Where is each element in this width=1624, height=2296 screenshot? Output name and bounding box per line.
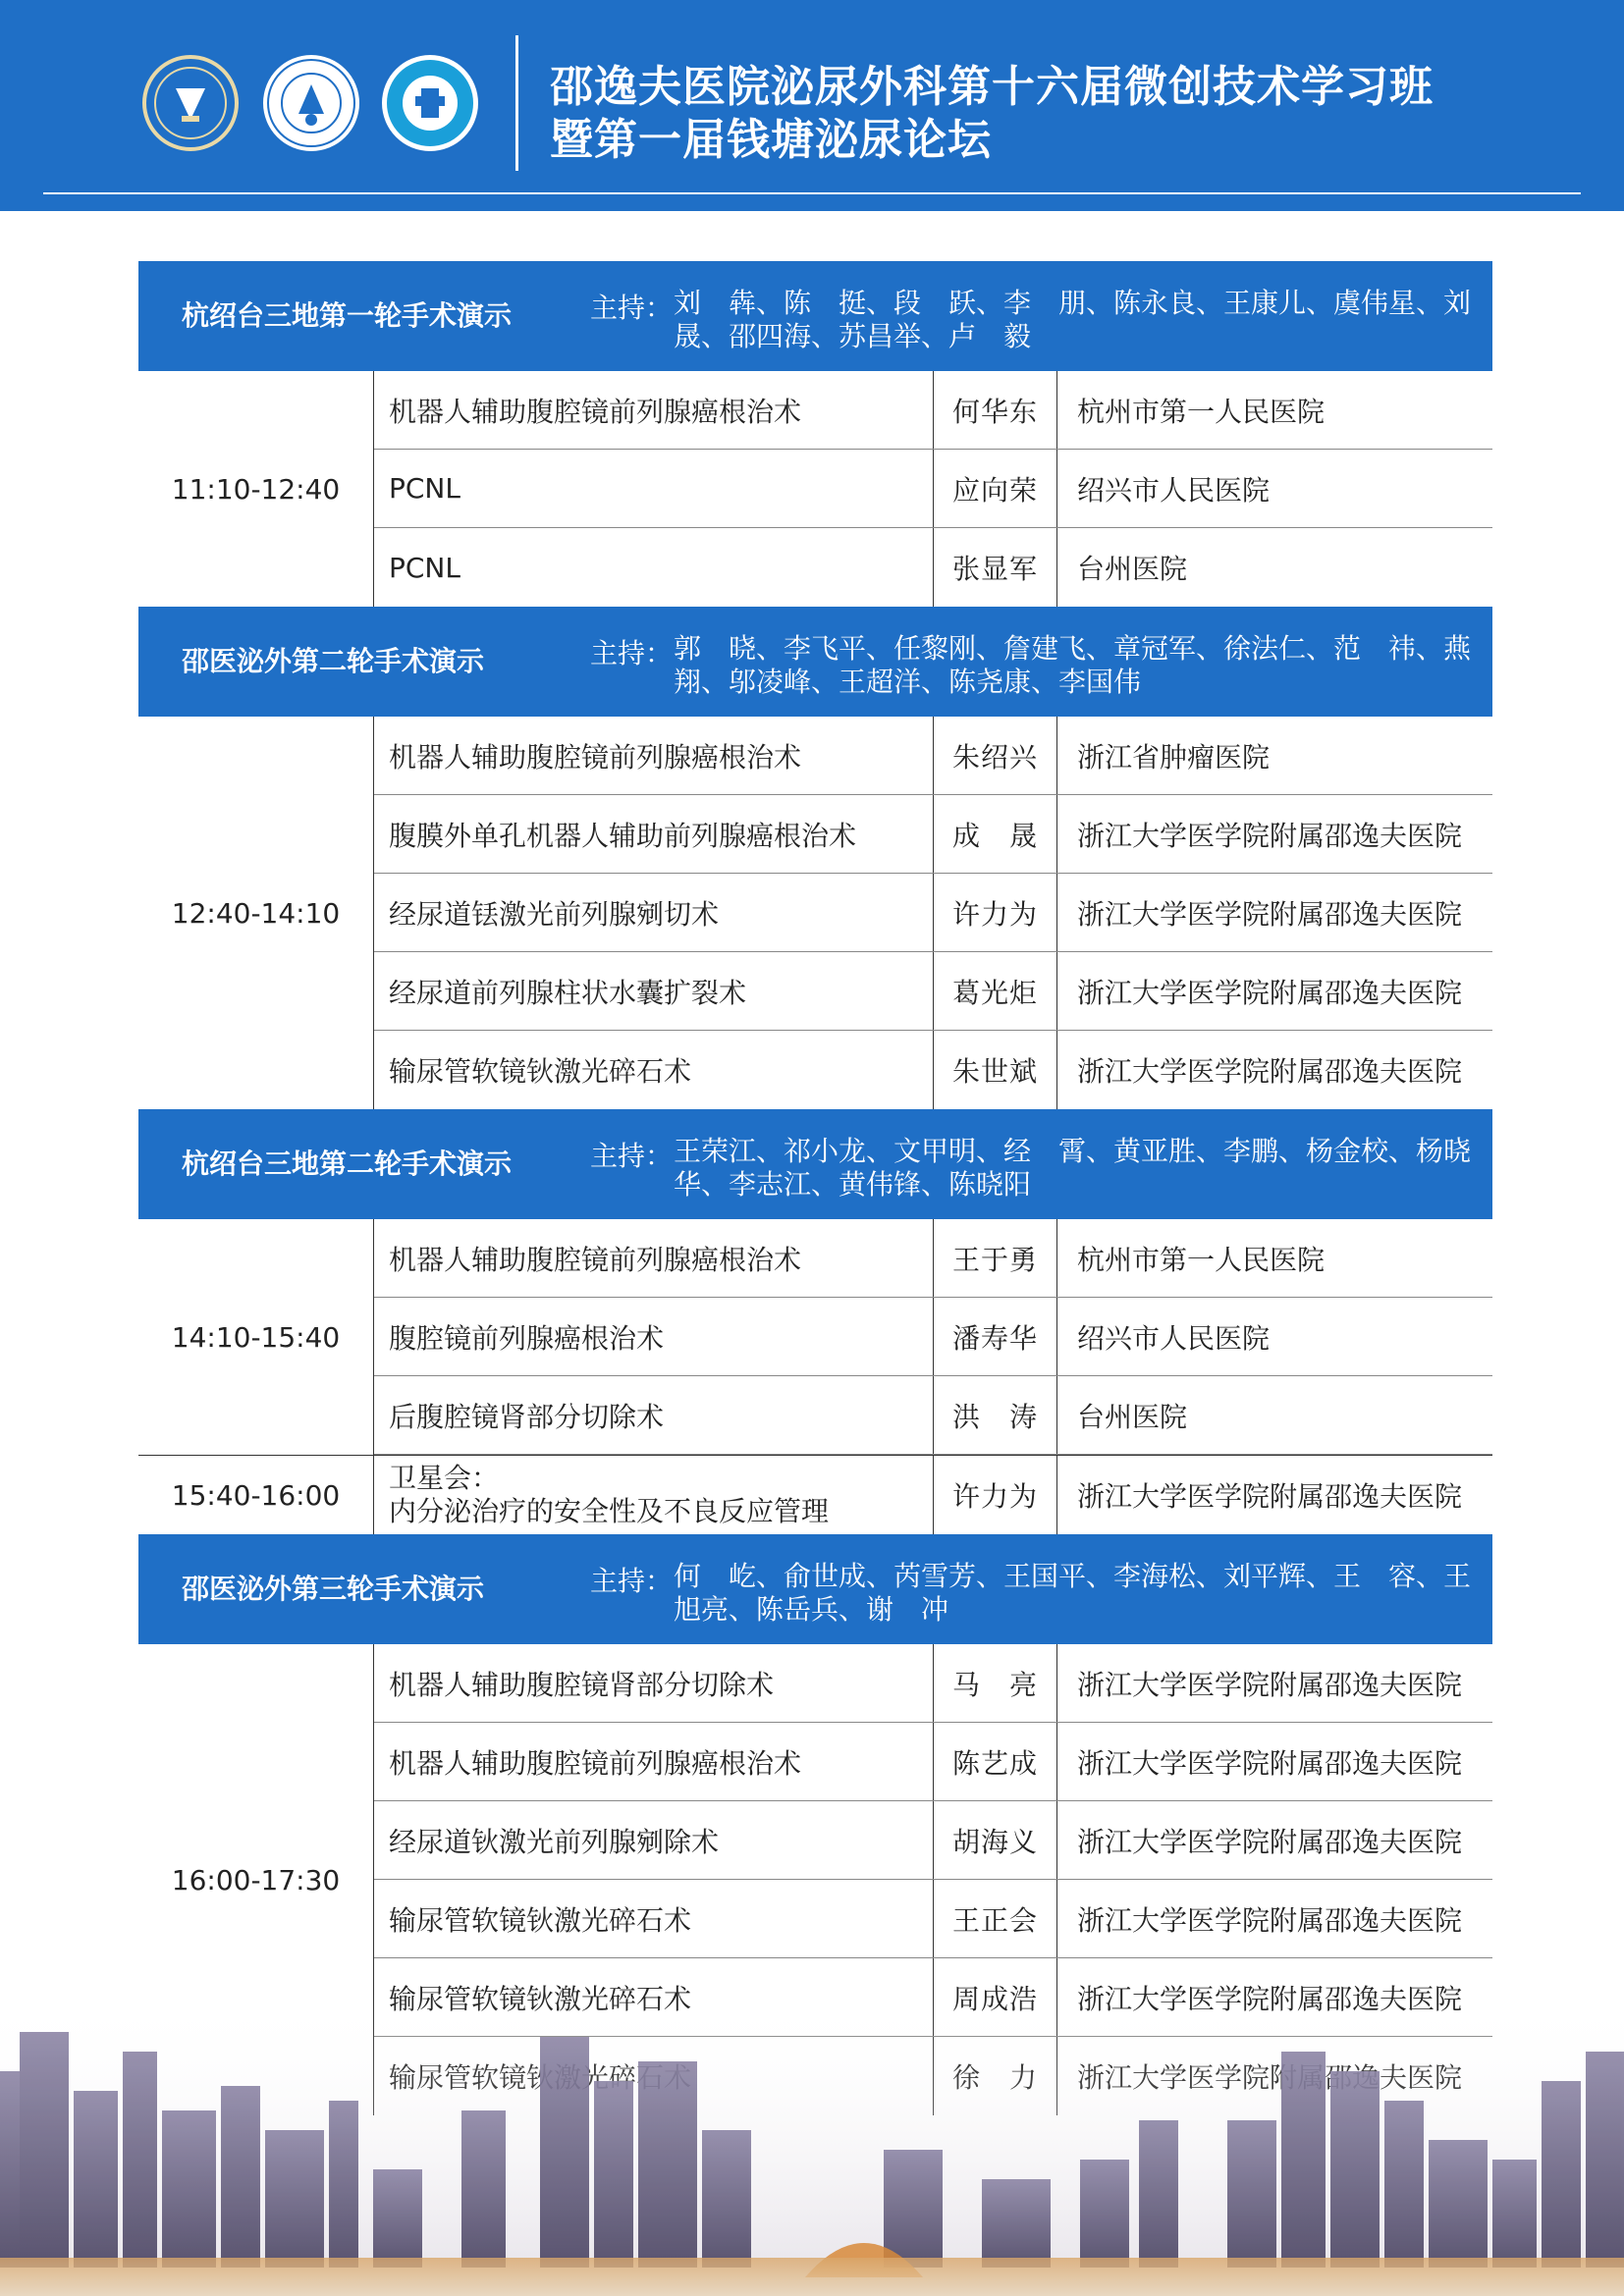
hospital-cell: 台州医院 (1077, 553, 1188, 585)
topic-cell: 腹膜外单孔机器人辅助前列腺癌根治术 (374, 795, 934, 873)
section-title: 邵医泌外第二轮手术演示 (182, 645, 485, 677)
surgeon-cell: 朱世斌 (934, 1031, 1057, 1109)
table-row (374, 1644, 1492, 1723)
section-title: 杭绍台三地第一轮手术演示 (182, 299, 513, 332)
topic-cell: 机器人辅助腹腔镜前列腺癌根治术 (374, 1723, 934, 1800)
table-row (374, 795, 1492, 874)
table-row (374, 1298, 1492, 1376)
hospital-cell: 杭州市第一人民医院 (1077, 395, 1326, 428)
table-row (374, 1801, 1492, 1880)
hospital-cell: 浙江大学医学院附属邵逸夫医院 (1077, 976, 1463, 1009)
topic-cell: 经尿道钬激光前列腺剜除术 (374, 1801, 934, 1879)
hospital-cell: 浙江省肿瘤医院 (1077, 740, 1271, 774)
surgeon-cell: 何华东 (934, 371, 1057, 449)
table-row (374, 952, 1492, 1031)
table-row (374, 1376, 1492, 1455)
schedule-table (138, 261, 1499, 2115)
hospital-cell: 杭州市第一人民医院 (1077, 1243, 1326, 1276)
surgeon-cell: 潘寿华 (934, 1298, 1057, 1375)
topic-cell: PCNL (374, 528, 934, 607)
surgeon-cell: 许力为 (934, 874, 1057, 951)
section-header (138, 1109, 1492, 1219)
surgeon-cell: 许力为 (934, 1456, 1057, 1534)
hospital-cell: 浙江大学医学院附属邵逸夫医院 (1077, 1746, 1463, 1780)
topic-cell: 机器人辅助腹腔镜前列腺癌根治术 (374, 1219, 934, 1297)
hospital-cell: 浙江大学医学院附属邵逸夫医院 (1077, 1480, 1463, 1513)
session-time: 14:10-15:40 (138, 1219, 374, 1455)
host-label: 主持： (590, 292, 674, 324)
topic-cell: 腹腔镜前列腺癌根治术 (374, 1298, 934, 1375)
hospital-cell: 浙江大学医学院附属邵逸夫医院 (1077, 1668, 1463, 1701)
satellite-label: 卫星会： (389, 1462, 500, 1494)
hospital-cell: 浙江大学医学院附属邵逸夫医院 (1077, 819, 1463, 852)
session-group (138, 1219, 1492, 1455)
table-row (374, 528, 1492, 607)
hospital-cell: 台州医院 (1077, 1400, 1188, 1433)
topic-cell: 输尿管软镜钬激光碎石术 (374, 1031, 934, 1109)
hospital-cell: 浙江大学医学院附属邵逸夫医院 (1077, 1055, 1463, 1088)
city-skyline-illustration (0, 1993, 1624, 2296)
section-title: 杭绍台三地第二轮手术演示 (182, 1148, 513, 1180)
surgeon-cell: 张显军 (934, 528, 1057, 607)
header-divider (515, 35, 518, 171)
host-label: 主持： (590, 1140, 674, 1172)
surgeon-cell: 洪 涛 (934, 1376, 1057, 1454)
topic-cell: 输尿管软镜钬激光碎石术 (374, 1880, 934, 1957)
table-row (374, 450, 1492, 528)
hospital-cell: 绍兴市人民医院 (1077, 1321, 1271, 1355)
surgeon-cell: 成 晟 (934, 795, 1057, 873)
hospital-cell: 浙江大学医学院附属邵逸夫医院 (1077, 897, 1463, 931)
hospital-cell: 浙江大学医学院附属邵逸夫医院 (1077, 1825, 1463, 1858)
section-header (138, 261, 1499, 371)
page-subtitle: 暨第一届钱塘泌尿论坛 (550, 115, 992, 165)
surgeon-cell: 葛光炬 (934, 952, 1057, 1030)
surgeon-cell: 马 亮 (934, 1644, 1057, 1722)
session-group (138, 371, 1492, 607)
header-underline (43, 192, 1581, 194)
table-row (374, 1880, 1492, 1958)
topic-cell: 机器人辅助腹腔镜肾部分切除术 (374, 1644, 934, 1722)
table-row (374, 874, 1492, 952)
topic-cell: 后腹腔镜肾部分切除术 (374, 1376, 934, 1454)
session-time: 16:00-17:30 (138, 1644, 374, 2115)
surgeon-cell: 陈艺成 (934, 1723, 1057, 1800)
table-row (374, 1031, 1492, 1109)
hospital-cell: 绍兴市人民医院 (1077, 473, 1271, 507)
table-row (374, 1723, 1492, 1801)
topic-cell: PCNL (374, 450, 934, 527)
surgeon-cell: 王于勇 (934, 1219, 1057, 1297)
topic-cell: 机器人辅助腹腔镜前列腺癌根治术 (374, 371, 934, 449)
surgeon-cell: 应向荣 (934, 450, 1057, 527)
table-row (374, 717, 1492, 795)
section-header (138, 607, 1499, 717)
host-names: 何 屹、俞世成、芮雪芳、王国平、李海松、刘平辉、王 容、王旭亮、陈岳兵、谢 冲 (674, 1560, 1472, 1626)
page-title: 邵逸夫医院泌尿外科第十六届微创技术学习班 (550, 62, 1434, 112)
zju-hospital-logo (142, 55, 239, 151)
anticancer-association-logo (263, 55, 359, 151)
host-names: 郭 晓、李飞平、任黎刚、詹建飞、章冠军、徐法仁、范 祎、燕 翔、邬凌峰、王超洋、陈尧康、李国伟 (674, 632, 1499, 698)
session-time: 15:40-16:00 (138, 1456, 374, 1534)
page-header (0, 0, 1624, 211)
surgeon-cell: 胡海义 (934, 1801, 1057, 1879)
host-names: 刘 犇、陈 挺、段 跃、李 朋、陈永良、王康儿、虞伟星、刘 晟、邵四海、苏昌举、卢 毅 (674, 287, 1499, 352)
satellite-topic: 内分泌治疗的安全性及不良反应管理 (389, 1495, 830, 1527)
topic-cell: 经尿道前列腺柱状水囊扩裂术 (374, 952, 934, 1030)
table-row (374, 1219, 1492, 1298)
session-time: 11:10-12:40 (138, 371, 374, 607)
table-row (374, 1456, 1492, 1534)
surgeon-cell: 王正会 (934, 1880, 1057, 1957)
surgeon-cell: 朱绍兴 (934, 717, 1057, 794)
table-row (374, 371, 1492, 450)
section-header (138, 1534, 1492, 1644)
hospital-cell: 浙江大学医学院附属邵逸夫医院 (1077, 1903, 1463, 1937)
topic-cell: 机器人辅助腹腔镜前列腺癌根治术 (374, 717, 934, 794)
session-group (138, 717, 1492, 1109)
session-time: 12:40-14:10 (138, 717, 374, 1109)
host-label: 主持： (590, 637, 674, 669)
topic-cell: 经尿道铥激光前列腺剜切术 (374, 874, 934, 951)
section-title: 邵医泌外第三轮手术演示 (182, 1573, 485, 1605)
host-names: 王荣江、祁小龙、文甲明、经 霄、黄亚胜、李鹏、杨金校、杨晓华、李志江、黄伟锋、陈晓阳 (674, 1135, 1472, 1201)
satellite-group (138, 1455, 1492, 1534)
medical-association-logo (382, 55, 478, 151)
host-label: 主持： (590, 1565, 674, 1597)
topic-cell (374, 1456, 934, 1534)
